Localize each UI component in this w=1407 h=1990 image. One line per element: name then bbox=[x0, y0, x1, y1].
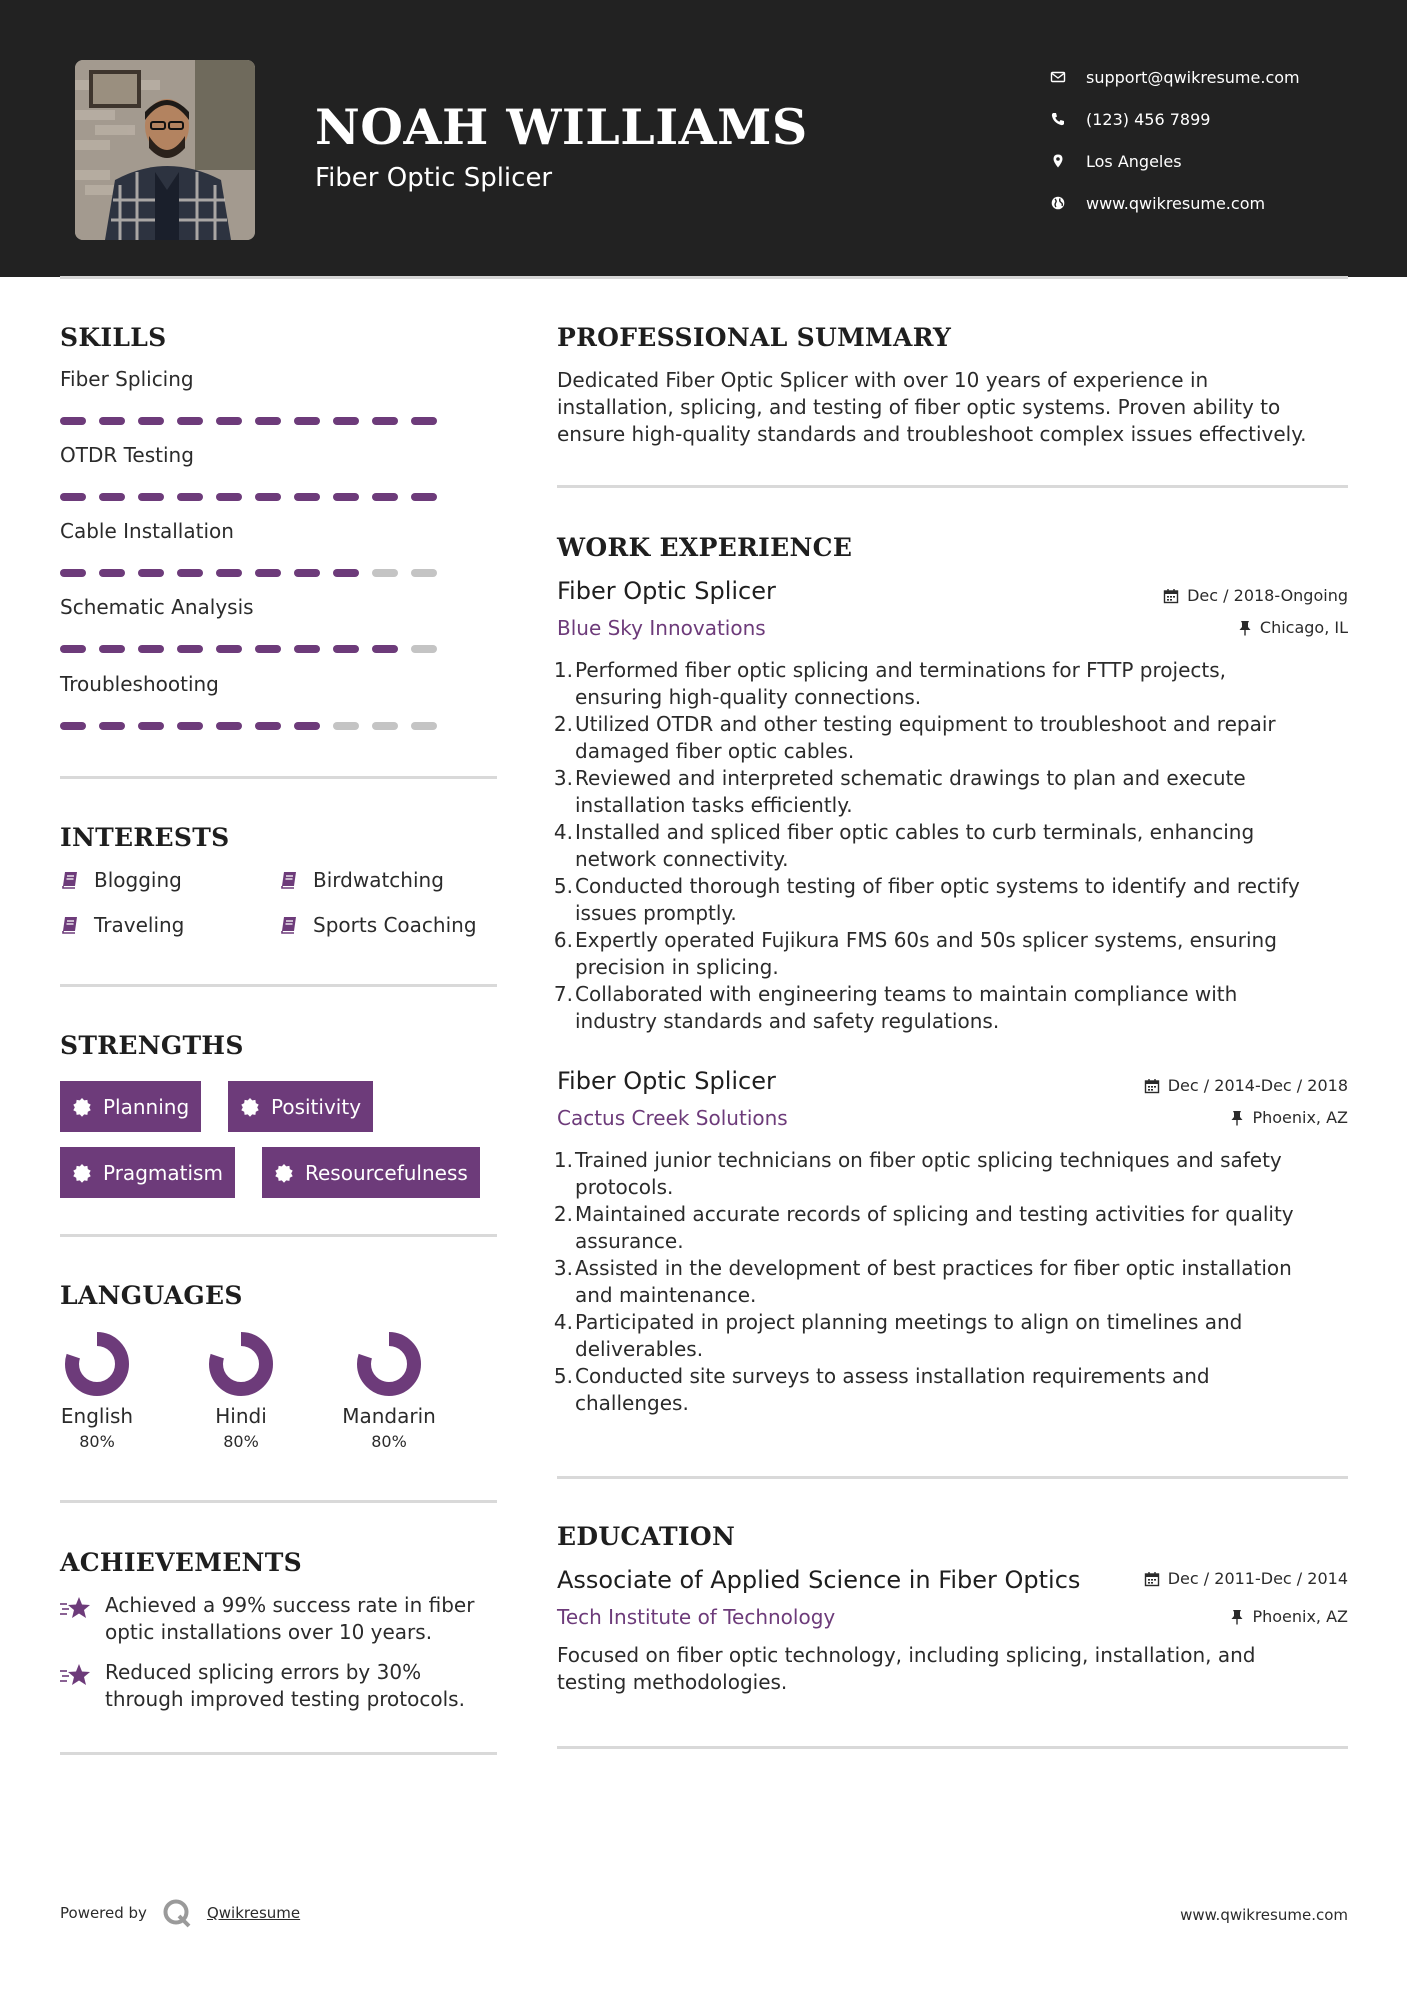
bullet-line: damaged fiber optic cables. bbox=[575, 739, 855, 763]
interest-label: Birdwatching bbox=[313, 868, 444, 892]
bullet-line: Reviewed and interpreted schematic drawings to plan and execute bbox=[575, 766, 1246, 790]
strength-tag bbox=[262, 1147, 480, 1198]
section-divider bbox=[60, 1752, 497, 1755]
job-bullet: 1. Performed fiber optic splicing and terminations for FTTP projects, ensuring high-quality connections. bbox=[575, 657, 1355, 711]
education-location bbox=[1230, 1607, 1348, 1626]
badge-icon bbox=[72, 1163, 92, 1183]
skill-level-dot bbox=[411, 493, 437, 501]
interest-label: Blogging bbox=[94, 868, 182, 892]
map-pin-icon bbox=[1050, 153, 1086, 169]
skill-level-dot bbox=[294, 645, 320, 653]
job-location bbox=[1230, 1108, 1348, 1127]
summary-line: ensure high-quality standards and troubleshoot complex issues effectively. bbox=[557, 422, 1307, 446]
skill-level-dot bbox=[99, 569, 125, 577]
job-bullet: 4. Participated in project planning meetings to align on timelines and deliverables. bbox=[575, 1309, 1355, 1363]
strength-tag bbox=[60, 1147, 235, 1198]
calendar-icon bbox=[1163, 588, 1179, 604]
skill-level-dot bbox=[138, 645, 164, 653]
bullet-line: installation tasks efficiently. bbox=[575, 793, 853, 817]
star-icon bbox=[60, 1659, 105, 1713]
skill-level-dot bbox=[372, 645, 398, 653]
contact-email-text: support@qwikresume.com bbox=[1086, 67, 1300, 87]
achievement-line: through improved testing protocols. bbox=[105, 1687, 465, 1711]
job-company: Blue Sky Innovations bbox=[557, 616, 766, 640]
book-icon bbox=[60, 915, 94, 935]
skill-level-dot bbox=[177, 722, 203, 730]
skill-level-dot bbox=[99, 417, 125, 425]
language-item bbox=[329, 1332, 449, 1451]
job-location-text: Phoenix, AZ bbox=[1252, 1108, 1348, 1127]
bullet-line: Installed and spliced fiber optic cables to curb terminals, enhancing bbox=[575, 820, 1255, 844]
language-ring bbox=[65, 1332, 129, 1396]
skill-level-dot bbox=[294, 569, 320, 577]
skill-level-dot bbox=[255, 722, 281, 730]
skill-level-bar bbox=[60, 645, 437, 653]
footer-website[interactable]: www.qwikresume.com bbox=[1180, 1906, 1348, 1924]
section-divider bbox=[60, 1500, 497, 1503]
pushpin-icon bbox=[1238, 620, 1252, 636]
skills-heading: SKILLS bbox=[60, 323, 167, 352]
languages-heading: LANGUAGES bbox=[60, 1281, 243, 1310]
footer-branding bbox=[60, 1898, 300, 1928]
strength-label: Positivity bbox=[271, 1094, 362, 1119]
job-bullet: 5. Conducted site surveys to assess installation requirements and challenges. bbox=[575, 1363, 1355, 1417]
skill-level-dot bbox=[372, 569, 398, 577]
bullet-line: industry standards and safety regulations. bbox=[575, 1009, 1000, 1033]
achievements-heading: ACHIEVEMENTS bbox=[60, 1548, 302, 1577]
skill-level-bar bbox=[60, 417, 437, 425]
language-name: Hindi bbox=[215, 1404, 267, 1428]
job-bullets bbox=[553, 1147, 1355, 1417]
skill-level-dot bbox=[216, 417, 242, 425]
job-dates-text: Dec / 2014-Dec / 2018 bbox=[1167, 1076, 1348, 1095]
header-divider bbox=[60, 276, 1348, 279]
achievement-item bbox=[60, 1592, 500, 1646]
section-divider bbox=[557, 1476, 1348, 1479]
interest-item bbox=[60, 868, 182, 892]
skill-name: Fiber Splicing bbox=[60, 367, 194, 391]
skill-level-dot bbox=[60, 417, 86, 425]
bullet-line: Expertly operated Fujikura FMS 60s and 50s splicer systems, ensuring bbox=[575, 928, 1277, 952]
skill-level-dot bbox=[372, 417, 398, 425]
language-percent: 80% bbox=[79, 1432, 115, 1451]
badge-icon bbox=[240, 1097, 260, 1117]
education-description bbox=[557, 1642, 1349, 1696]
language-name: English bbox=[60, 1404, 134, 1428]
language-ring bbox=[209, 1332, 273, 1396]
job-bullet: 2. Maintained accurate records of splicing and testing activities for quality assurance. bbox=[575, 1201, 1355, 1255]
interest-item bbox=[60, 913, 184, 937]
skill-level-dot bbox=[333, 722, 359, 730]
contact-phone[interactable] bbox=[1050, 98, 1300, 140]
bullet-line: challenges. bbox=[575, 1391, 689, 1415]
bullet-line: ensuring high-quality connections. bbox=[575, 685, 922, 709]
experience-heading: WORK EXPERIENCE bbox=[557, 533, 853, 562]
envelope-icon bbox=[1050, 69, 1086, 85]
contact-location bbox=[1050, 140, 1300, 182]
skill-name: OTDR Testing bbox=[60, 443, 194, 467]
skill-level-dot bbox=[138, 493, 164, 501]
language-percent: 80% bbox=[223, 1432, 259, 1451]
skill-level-dot bbox=[255, 417, 281, 425]
candidate-title: Fiber Optic Splicer bbox=[315, 163, 553, 193]
bullet-line: Conducted site surveys to assess installation requirements and bbox=[575, 1364, 1210, 1388]
education-heading: EDUCATION bbox=[557, 1522, 736, 1551]
powered-by-text: Powered by bbox=[60, 1904, 147, 1922]
education-line: Focused on fiber optic technology, including splicing, installation, and bbox=[557, 1643, 1256, 1667]
skill-name: Cable Installation bbox=[60, 519, 234, 543]
skill-level-dot bbox=[411, 569, 437, 577]
job-bullet: 4. Installed and spliced fiber optic cables to curb terminals, enhancing network connectivity. bbox=[575, 819, 1355, 873]
degree-title: Associate of Applied Science in Fiber Optics bbox=[557, 1566, 1081, 1594]
contact-website[interactable] bbox=[1050, 182, 1300, 224]
skill-level-dot bbox=[60, 645, 86, 653]
achievement-line: Reduced splicing errors by 30% bbox=[105, 1660, 422, 1684]
contact-email[interactable] bbox=[1050, 56, 1300, 98]
interests-heading: INTERESTS bbox=[60, 823, 230, 852]
skill-level-dot bbox=[411, 417, 437, 425]
job-bullets bbox=[553, 657, 1355, 1035]
strengths-heading: STRENGTHS bbox=[60, 1031, 244, 1060]
book-icon bbox=[60, 870, 94, 890]
skill-level-dot bbox=[216, 569, 242, 577]
calendar-icon bbox=[1144, 1571, 1160, 1587]
education-dates-text: Dec / 2011-Dec / 2014 bbox=[1167, 1569, 1348, 1588]
skill-level-dot bbox=[138, 417, 164, 425]
bullet-line: Conducted thorough testing of fiber optic systems to identify and rectify bbox=[575, 874, 1300, 898]
qwikresume-link[interactable]: Qwikresume bbox=[206, 1904, 301, 1922]
skill-level-dot bbox=[294, 722, 320, 730]
skill-level-dot bbox=[333, 569, 359, 577]
skill-level-dot bbox=[294, 493, 320, 501]
bullet-line: Utilized OTDR and other testing equipment to troubleshoot and repair bbox=[575, 712, 1276, 736]
contact-location-text: Los Angeles bbox=[1086, 151, 1182, 171]
skill-level-dot bbox=[372, 722, 398, 730]
pushpin-icon bbox=[1230, 1609, 1244, 1625]
star-icon bbox=[60, 1592, 105, 1646]
language-name: Mandarin bbox=[342, 1404, 436, 1428]
achievement-line: Achieved a 99% success rate in fiber bbox=[105, 1593, 475, 1617]
skill-level-dot bbox=[294, 417, 320, 425]
skill-level-bar bbox=[60, 493, 437, 501]
bullet-line: Performed fiber optic splicing and terminations for FTTP projects, bbox=[575, 658, 1226, 682]
bullet-line: precision in splicing. bbox=[575, 955, 779, 979]
skill-level-dot bbox=[60, 569, 86, 577]
calendar-icon bbox=[1144, 1078, 1160, 1094]
interest-item bbox=[279, 913, 477, 937]
education-dates bbox=[1144, 1569, 1348, 1588]
job-bullet: 5. Conducted thorough testing of fiber optic systems to identify and rectify issues promptly. bbox=[575, 873, 1355, 927]
strength-tag bbox=[60, 1081, 201, 1132]
skill-level-dot bbox=[138, 722, 164, 730]
globe-icon bbox=[1050, 195, 1086, 211]
skill-level-dot bbox=[99, 645, 125, 653]
interest-label: Sports Coaching bbox=[313, 913, 477, 937]
job-dates-text: Dec / 2018-Ongoing bbox=[1187, 586, 1348, 605]
skill-level-dot bbox=[216, 722, 242, 730]
strength-label: Planning bbox=[103, 1094, 190, 1119]
bullet-line: Assisted in the development of best practices for fiber optic installation bbox=[575, 1256, 1292, 1280]
section-divider bbox=[60, 776, 497, 779]
skill-name: Schematic Analysis bbox=[60, 595, 254, 619]
skill-name: Troubleshooting bbox=[60, 672, 219, 696]
contact-phone-text: (123) 456 7899 bbox=[1086, 109, 1211, 129]
section-divider bbox=[557, 485, 1348, 488]
skill-level-dot bbox=[255, 569, 281, 577]
section-divider bbox=[557, 1746, 1348, 1749]
achievement-line: optic installations over 10 years. bbox=[105, 1620, 433, 1644]
skill-level-dot bbox=[177, 645, 203, 653]
badge-icon bbox=[72, 1097, 92, 1117]
skill-level-bar bbox=[60, 722, 437, 730]
education-line: testing methodologies. bbox=[557, 1670, 788, 1694]
qwikresume-logo-icon bbox=[161, 1898, 193, 1928]
strength-tag bbox=[228, 1081, 373, 1132]
skill-level-dot bbox=[99, 722, 125, 730]
job-bullet: 3. Reviewed and interpreted schematic drawings to plan and execute installation tasks efficiently. bbox=[575, 765, 1355, 819]
skill-level-dot bbox=[216, 645, 242, 653]
phone-icon bbox=[1050, 111, 1086, 127]
skill-level-dot bbox=[177, 493, 203, 501]
job-title: Fiber Optic Splicer bbox=[557, 1067, 776, 1095]
summary-line: installation, splicing, and testing of fiber optic systems. Proven ability to bbox=[557, 395, 1281, 419]
job-bullet: 6. Expertly operated Fujikura FMS 60s and 50s splicer systems, ensuring precision in splicing. bbox=[575, 927, 1355, 981]
skill-level-dot bbox=[216, 493, 242, 501]
section-divider bbox=[60, 984, 497, 987]
skill-level-dot bbox=[333, 645, 359, 653]
skill-level-dot bbox=[333, 417, 359, 425]
badge-icon bbox=[274, 1163, 294, 1183]
language-level-arc bbox=[364, 1339, 414, 1389]
profile-photo bbox=[75, 60, 255, 240]
school-name: Tech Institute of Technology bbox=[557, 1605, 836, 1629]
bullet-line: and maintenance. bbox=[575, 1283, 757, 1307]
skill-level-dot bbox=[255, 645, 281, 653]
bullet-line: Trained junior technicians on fiber optic splicing techniques and safety bbox=[575, 1148, 1282, 1172]
interest-item bbox=[279, 868, 444, 892]
skill-level-dot bbox=[138, 569, 164, 577]
contact-website-text: www.qwikresume.com bbox=[1086, 193, 1266, 213]
achievement-item bbox=[60, 1659, 500, 1713]
bullet-line: issues promptly. bbox=[575, 901, 737, 925]
bullet-line: Maintained accurate records of splicing and testing activities for quality bbox=[575, 1202, 1294, 1226]
skill-level-dot bbox=[372, 493, 398, 501]
resume-header bbox=[0, 0, 1407, 277]
language-level-arc bbox=[72, 1339, 122, 1389]
bullet-line: Participated in project planning meetings to align on timelines and bbox=[575, 1310, 1243, 1334]
skill-level-dot bbox=[333, 493, 359, 501]
skill-level-dot bbox=[60, 722, 86, 730]
job-location bbox=[1238, 618, 1348, 637]
bullet-line: assurance. bbox=[575, 1229, 684, 1253]
job-dates bbox=[1163, 586, 1348, 605]
job-bullet: 3. Assisted in the development of best practices for fiber optic installation and maintenance. bbox=[575, 1255, 1355, 1309]
skill-level-bar bbox=[60, 569, 437, 577]
skill-level-dot bbox=[177, 569, 203, 577]
bullet-line: protocols. bbox=[575, 1175, 674, 1199]
education-location-text: Phoenix, AZ bbox=[1252, 1607, 1348, 1626]
job-bullet: 2. Utilized OTDR and other testing equipment to troubleshoot and repair damaged fiber optic cables. bbox=[575, 711, 1355, 765]
skill-level-dot bbox=[255, 493, 281, 501]
job-company: Cactus Creek Solutions bbox=[557, 1106, 788, 1130]
contact-list bbox=[1050, 56, 1300, 224]
language-level-arc bbox=[216, 1339, 266, 1389]
summary-text bbox=[557, 367, 1349, 448]
skill-level-dot bbox=[177, 417, 203, 425]
section-divider bbox=[60, 1234, 497, 1237]
job-location-text: Chicago, IL bbox=[1259, 618, 1348, 637]
bullet-line: Collaborated with engineering teams to maintain compliance with bbox=[575, 982, 1238, 1006]
language-item bbox=[37, 1332, 157, 1451]
book-icon bbox=[279, 870, 313, 890]
strength-label: Pragmatism bbox=[103, 1160, 223, 1185]
pushpin-icon bbox=[1230, 1110, 1244, 1126]
job-title: Fiber Optic Splicer bbox=[557, 577, 776, 605]
strength-label: Resourcefulness bbox=[305, 1160, 468, 1185]
language-item bbox=[181, 1332, 301, 1451]
skill-level-dot bbox=[99, 493, 125, 501]
summary-heading: PROFESSIONAL SUMMARY bbox=[557, 323, 952, 352]
candidate-name: NOAH WILLIAMS bbox=[315, 98, 808, 156]
job-bullet: 1. Trained junior technicians on fiber optic splicing techniques and safety protocols. bbox=[575, 1147, 1355, 1201]
language-percent: 80% bbox=[371, 1432, 407, 1451]
skill-level-dot bbox=[411, 645, 437, 653]
bullet-line: deliverables. bbox=[575, 1337, 704, 1361]
interest-label: Traveling bbox=[94, 913, 185, 937]
skill-level-dot bbox=[411, 722, 437, 730]
language-ring bbox=[357, 1332, 421, 1396]
skill-level-dot bbox=[60, 493, 86, 501]
summary-line: Dedicated Fiber Optic Splicer with over 10 years of experience in bbox=[557, 368, 1209, 392]
book-icon bbox=[279, 915, 313, 935]
job-dates bbox=[1144, 1076, 1348, 1095]
job-bullet: 7. Collaborated with engineering teams to maintain compliance with industry standards and safety regulations. bbox=[575, 981, 1355, 1035]
bullet-line: network connectivity. bbox=[575, 847, 789, 871]
